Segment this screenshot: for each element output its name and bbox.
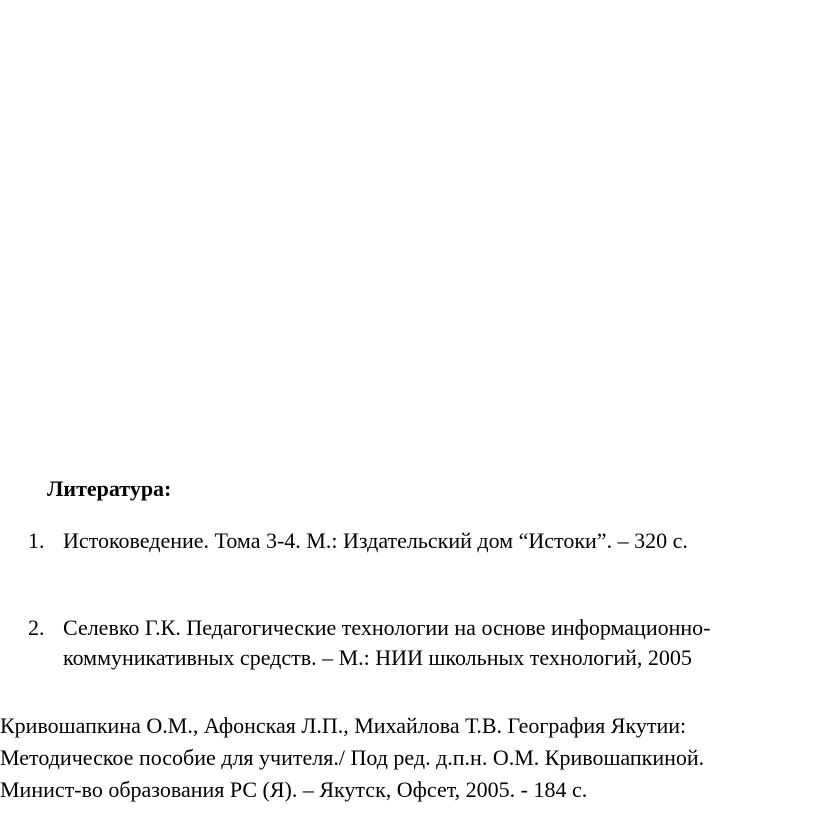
- final-reference-line: Методическое пособие для учителя./ Под ред. д.п.н. О.М. Кривошапкиной.: [0, 745, 705, 770]
- reference-text: [63, 613, 808, 673]
- reference-line: Селевко Г.К. Педагогические технологии на основе информационно-: [63, 615, 711, 640]
- literature-heading: Литература:: [47, 476, 172, 501]
- final-reference: [0, 710, 816, 806]
- reference-line: коммуникативных средств. – М.: НИИ школьных технологий, 2005: [63, 645, 692, 670]
- reference-number: 1.: [28, 528, 45, 553]
- reference-text: [63, 526, 808, 556]
- reference-line: Истоковедение. Тома 3-4. М.: Издательский дом “Истоки”. – 320 с.: [63, 528, 688, 553]
- reference-number: 2.: [28, 615, 45, 640]
- final-reference-line: Минист-во образования РС (Я). – Якутск, Офсет, 2005. - 184 с.: [0, 777, 588, 802]
- final-reference-line: Кривошапкина О.М., Афонская Л.П., Михайлова Т.В. География Якутии:: [0, 713, 687, 738]
